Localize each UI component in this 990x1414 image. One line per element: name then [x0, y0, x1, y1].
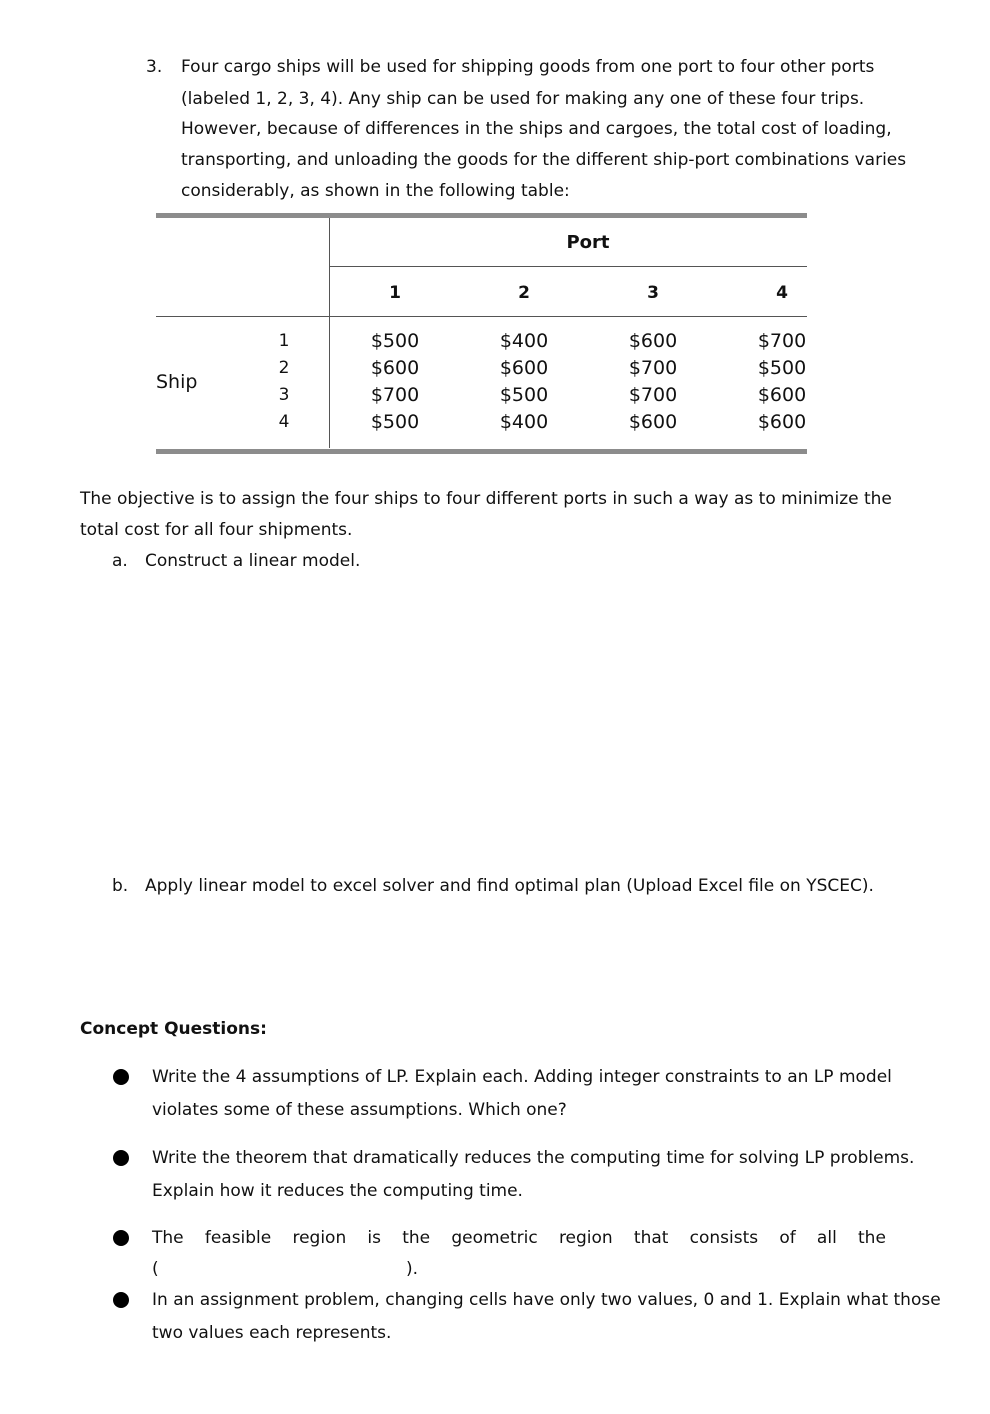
problem-line-1: Four cargo ships will be used for shipping goods from one port to four other ports — [181, 57, 875, 77]
table-vertical-divider — [329, 218, 330, 448]
q3-word: feasible — [204, 1228, 272, 1248]
ship-label-2: 2 — [278, 358, 290, 378]
concept-questions-title: Concept Questions: — [80, 1019, 267, 1039]
cost-cell-ship4-port1: $500 — [370, 411, 420, 433]
port-label-4: 4 — [776, 283, 788, 303]
concept-q4-line-2: two values each represents. — [152, 1323, 392, 1343]
cost-cell-ship2-port2: $600 — [499, 357, 549, 379]
bullet-icon — [113, 1150, 129, 1166]
q3-word: all — [816, 1228, 837, 1248]
cost-cell-ship1-port2: $400 — [499, 330, 549, 352]
q3-word: is — [367, 1228, 382, 1248]
bullet-icon — [113, 1230, 129, 1246]
port-header-divider — [329, 266, 807, 267]
ship-header: Ship — [156, 371, 198, 393]
cost-cell-ship4-port4: $600 — [757, 411, 807, 433]
concept-q2-line-2: Explain how it reduces the computing time. — [152, 1181, 523, 1201]
objective-line-2: total cost for all four shipments. — [80, 520, 353, 540]
cost-cell-ship1-port4: $700 — [757, 330, 807, 352]
problem-line-2: (labeled 1, 2, 3, 4). Any ship can be used for making any one of these four trips. — [181, 89, 865, 109]
concept-q3-line-1 — [152, 1227, 886, 1249]
table-top-rule — [156, 213, 807, 218]
question-number: 3. — [146, 57, 163, 77]
q3-word: geometric — [451, 1228, 538, 1248]
q3-blank-open: ( — [152, 1259, 159, 1279]
cost-cell-ship2-port3: $700 — [628, 357, 678, 379]
problem-line-4: transporting, and unloading the goods for the different ship-port combinations varies — [181, 150, 907, 170]
q3-word: the — [402, 1228, 431, 1248]
problem-line-5: considerably, as shown in the following table: — [181, 181, 570, 201]
concept-q1-line-1: Write the 4 assumptions of LP. Explain each. Adding integer constraints to an LP model — [152, 1067, 892, 1087]
table-bottom-rule — [156, 449, 807, 454]
q3-word: region — [292, 1228, 347, 1248]
q3-word: that — [633, 1228, 669, 1248]
q3-word: The — [152, 1228, 184, 1248]
q3-blank-close: ). — [406, 1259, 419, 1279]
cost-cell-ship1-port1: $500 — [370, 330, 420, 352]
bullet-icon — [113, 1292, 129, 1308]
part-a-letter: a. — [112, 551, 128, 571]
cost-cell-ship3-port4: $600 — [757, 384, 807, 406]
ship-label-4: 4 — [278, 412, 290, 432]
q3-word: of — [779, 1228, 796, 1248]
q3-word: the — [858, 1228, 886, 1248]
port-label-3: 3 — [647, 283, 659, 303]
ship-label-1: 1 — [278, 331, 290, 351]
part-a-text: Construct a linear model. — [145, 551, 361, 571]
cost-cell-ship3-port2: $500 — [499, 384, 549, 406]
cost-cell-ship3-port1: $700 — [370, 384, 420, 406]
cost-cell-ship2-port1: $600 — [370, 357, 420, 379]
q3-word: region — [558, 1228, 613, 1248]
port-label-1: 1 — [389, 283, 401, 303]
objective-line-1: The objective is to assign the four ships to four different ports in such a way as to minimize the — [80, 489, 892, 509]
problem-line-3: However, because of differences in the ships and cargoes, the total cost of loading, — [181, 119, 892, 139]
cost-cell-ship4-port2: $400 — [499, 411, 549, 433]
concept-q1-line-2: violates some of these assumptions. Which one? — [152, 1100, 567, 1120]
cost-cell-ship2-port4: $500 — [757, 357, 807, 379]
part-b-letter: b. — [112, 876, 129, 896]
ship-label-3: 3 — [278, 385, 290, 405]
cost-cell-ship3-port3: $700 — [628, 384, 678, 406]
part-b-text: Apply linear model to excel solver and find optimal plan (Upload Excel file on YSCEC). — [145, 876, 874, 896]
concept-q2-line-1: Write the theorem that dramatically reduces the computing time for solving LP problems. — [152, 1148, 915, 1168]
cost-cell-ship4-port3: $600 — [628, 411, 678, 433]
concept-q4-line-1: In an assignment problem, changing cells have only two values, 0 and 1. Explain what those — [152, 1290, 941, 1310]
port-header: Port — [566, 232, 610, 253]
port-label-2: 2 — [518, 283, 530, 303]
bullet-icon — [113, 1069, 129, 1085]
q3-word: consists — [689, 1228, 759, 1248]
cost-cell-ship1-port3: $600 — [628, 330, 678, 352]
header-bottom-divider — [156, 316, 807, 317]
